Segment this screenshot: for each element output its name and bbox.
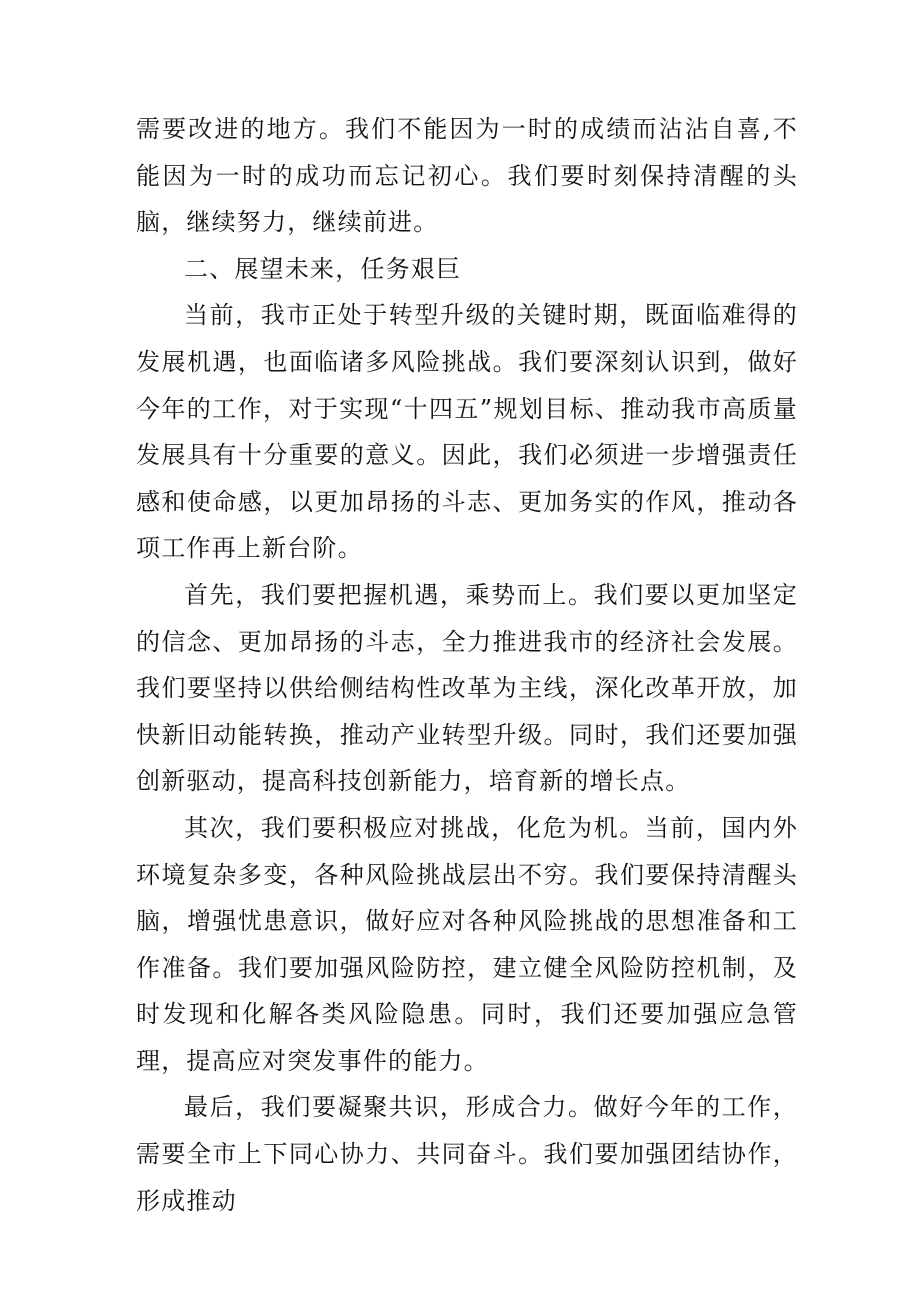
section-heading: 二、展望未来，任务艰巨 [184, 254, 462, 283]
paragraph-current-situation: 当前，我市正处于转型升级的关键时期，既面临难得的发展机遇，也面临诸多风险挑战。我们要深刻认识到，做好今年的工作，对于实现“十四五”规划目标、推动我市高质量发展具有十分重要的意义。因此，我们必须进一步增强责任感和使命感，以更加昂扬的斗志、更加务实的作风，推动各项工作再上新台阶。 [136, 301, 798, 563]
paragraph-last: 最后，我们要凝聚共识，形成合力。做好今年的工作，需要全市上下同心协力、共同奋斗。我们要加强团结协作，形成推动 [136, 1093, 798, 1215]
paragraph-continuation: 需要改进的地方。我们不能因为一时的成绩而沾沾自喜,不能因为一时的成功而忘记初心。我们要时刻保持清醒的头脑，继续努力，继续前进。 [136, 115, 798, 237]
paragraph-first: 首先，我们要把握机遇，乘势而上。我们要以更加坚定的信念、更加昂扬的斗志，全力推进我市的经济社会发展。我们要坚持以供给侧结构性改革为主线，深化改革开放，加快新旧动能转换，推动产业转型升级。同时，我们还要加强创新驱动，提高科技创新能力，培育新的增长点。 [136, 580, 798, 796]
paragraph-second: 其次，我们要积极应对挑战，化危为机。当前，国内外环境复杂多变，各种风险挑战层出不穷。我们要保持清醒头脑，增强忧患意识，做好应对各种风险挑战的思想准备和工作准备。我们要加强风险防控，建立健全风险防控机制，及时发现和化解各类风险隐患。同时，我们还要加强应急管理，提高应对突发事件的能力。 [136, 813, 798, 1075]
document-body [136, 106, 798, 1224]
